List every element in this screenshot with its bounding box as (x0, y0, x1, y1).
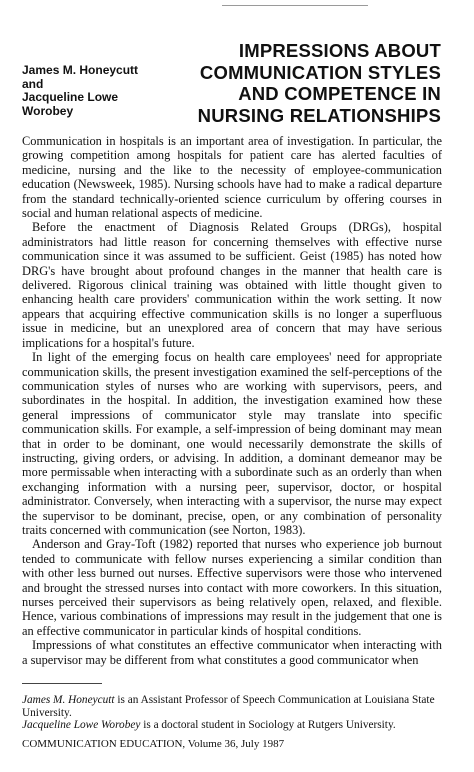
footnote-author-name: James M. Honeycutt (22, 694, 115, 706)
top-rule (222, 5, 368, 6)
footnote-author-affiliation: is an Assistant Professor of Speech Communication at Louisiana State University. (22, 694, 435, 719)
article-body (22, 134, 442, 667)
title-line: IMPRESSIONS ABOUT (238, 40, 441, 61)
author-line: Jacqueline Lowe (22, 90, 119, 104)
author-footnotes (22, 694, 442, 732)
article-title (151, 40, 441, 126)
footnote-separator (22, 683, 102, 684)
footnote-author-affiliation: is a doctoral student in Sociology at Rutgers University. (140, 719, 396, 731)
body-paragraph: Anderson and Gray-Toft (1982) reported that nurses who experience job burnout tended to communicate with fellow nurses experiencing a similar condition than with other less burned out nurses. Effective supervisors were those who intervened and brought the stressed nurses into contact with more coworkers. In this situation, nurses perceived their supervisors as being relatively open, relaxed, and flexible. Hence, various combinations of impressions may result in the judgement that one is an effective communicator in particular kinds of hospital conditions. (22, 537, 442, 638)
author-line: Worobey (22, 103, 74, 118)
author-block (22, 64, 172, 118)
journal-citation: COMMUNICATION EDUCATION, Volume 36, July 1987 (22, 738, 285, 750)
body-paragraph: Impressions of what constitutes an effective communicator when interacting with a supervisor may be different from what constitutes a good communicator when (22, 638, 442, 667)
body-paragraph: Communication in hospitals is an important area of investigation. In particular, the growing competition among hospitals for patient care has alerted faculties of medicine, nursing and the like to the necessity of employee-communication education (Newsweek, 1985). Nursing schools have had to make a radical departure from the standard technically-oriented science curriculum by offering courses in social and human relational aspects of medicine. (22, 134, 442, 221)
body-paragraph: In light of the emerging focus on health care employees' need for appropriate communication skills, the present investigation examined the self-perceptions of the communication styles of nurses who are working with supervisors, peers, and subordinates in the hospital. In addition, the investigation examined how these general impressions of communicator style may translate into specific communication skills. For example, a self-impression of being dominant may mean that in order to be dominant, one would necessarily demonstrate the skills of instructing, giving orders, or advising. In addition, a dominant demeanor may be more permissable when interacting with a subordinate such as an orderly than when exchanging information with a nursing peer, supervisor, doctor, or hospital administrator. Conversely, when interacting with a supervisor, the nurse may expect the supervisor to be dominant, precise, open, or any combination of personality traits concerned with communication (see Norton, 1983). (22, 350, 442, 537)
footnote-author-2 (22, 719, 442, 732)
footnote-author-1 (22, 694, 442, 719)
footnote-author-name: Jacqueline Lowe Worobey (22, 719, 141, 731)
title-line: AND COMPETENCE IN (238, 83, 441, 104)
author-line: and (22, 76, 44, 91)
author-line: James M. Honeycutt (22, 63, 139, 77)
title-line: NURSING RELATIONSHIPS (197, 104, 441, 126)
title-line: COMMUNICATION STYLES (199, 61, 441, 83)
body-paragraph: Before the enactment of Diagnosis Related Groups (DRGs), hospital administrators had little reason for concerning themselves with effective nurse communication since it was assumed to be sufficient. Geist (1985) has noted how DRG's have brought about profound changes in the manner that health care is delivered. Rigorous clinical training was obtained with little thought given to enhancing health care providers' communication within the work setting. It now appears that acquiring effective communication skills is no longer a superfluous issue in medicine, but an unexplored area of concern that may have serious implications for a hospital's future. (22, 220, 442, 350)
